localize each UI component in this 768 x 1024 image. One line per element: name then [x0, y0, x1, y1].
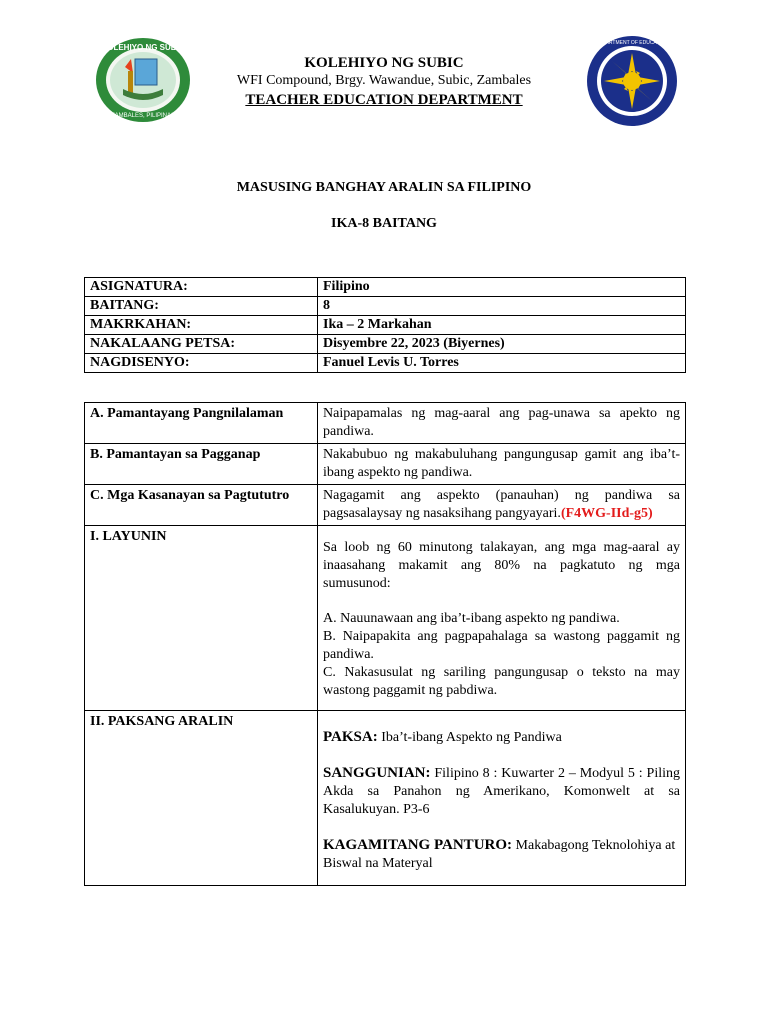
table-row — [85, 278, 686, 297]
paksa-value: Iba’t-ibang Aspekto ng Pandiwa — [377, 730, 562, 745]
sanggunian-key: SANGGUNIAN: — [323, 765, 431, 781]
layunin-item-b: B. Naipapakita ang pagpapahalaga sa wastong paggamit ng pandiwa. — [323, 629, 680, 662]
department-name: TEACHER EDUCATION DEPARTMENT — [245, 92, 523, 108]
info-table — [84, 277, 686, 373]
paksa-line — [323, 728, 680, 747]
table-row — [85, 711, 686, 886]
table-row — [85, 444, 686, 485]
info-label: BAITANG: — [85, 297, 318, 316]
kagamitan-value: Makabagong Teknolohiya at Biswal na Materyal — [323, 838, 676, 871]
info-label: NAKALAANG PETSA: — [85, 335, 318, 354]
sanggunian-line — [323, 764, 680, 819]
layunin-cell — [318, 526, 686, 711]
pamantayang-pangnilalaman-value: Naipapamalas ng mag-aaral ang pag-unawa sa apekto ng pandiwa. — [318, 403, 686, 444]
info-label: MAKRKAHAN: — [85, 316, 318, 335]
paksang-aralin-cell — [318, 711, 686, 886]
info-label: NAGDISENYO: — [85, 354, 318, 373]
info-value: Filipino — [318, 278, 686, 297]
layunin-label: I. LAYUNIN — [85, 526, 318, 711]
school-name: KOLEHIYO NG SUBIC — [304, 55, 464, 71]
layunin-item-c: C. Nakasusulat ng sariling pangungusap o teksto na may wastong paggamit ng pabdiwa. — [323, 665, 680, 698]
table-row — [85, 485, 686, 526]
table-row — [85, 354, 686, 373]
info-value: Disyembre 22, 2023 (Biyernes) — [318, 335, 686, 354]
lesson-plan-table — [84, 402, 686, 886]
kasanayan-cell — [318, 485, 686, 526]
kasanayan-value: Nagagamit ang aspekto (panauhan) ng pandiwa sa pagsasalaysay ng nasaksihang pangyayari. — [323, 488, 680, 521]
sanggunian-value: Filipino 8 : Kuwarter 2 – Modyul 5 : Piling Akda sa Panahon ng Amerikano, Komonwelt at sa Kasalukuyan. P3-6 — [323, 766, 680, 817]
kasanayan-label: C. Mga Kasanayan sa Pagtututro — [85, 485, 318, 526]
document-header — [0, 54, 768, 110]
logo-left-top-text: KOLEHIYO NG SUBIC — [101, 43, 185, 52]
table-row — [85, 297, 686, 316]
paksa-key: PAKSA: — [323, 729, 378, 745]
school-address: WFI Compound, Brgy. Wawandue, Subic, Zambales — [236, 73, 532, 88]
info-label: ASIGNATURA: — [85, 278, 318, 297]
competency-code: (F4WG-IId-g5) — [560, 506, 653, 521]
logo-right-text: DEPARTMENT OF EDUCATION — [595, 40, 669, 46]
document-title: MASUSING BANGHAY ARALIN SA FILIPINO — [236, 180, 532, 195]
info-value: Fanuel Levis U. Torres — [318, 354, 686, 373]
paksang-aralin-label: II. PAKSANG ARALIN — [85, 711, 318, 886]
grade-title: IKA-8 BAITANG — [331, 216, 437, 231]
layunin-intro: Sa loob ng 60 minutong talakayan, ang mga mag-aaral ay inaasahang makamit ang 80% na pagkatuto ng mga sumusunod: — [323, 540, 680, 591]
info-value: Ika – 2 Markahan — [318, 316, 686, 335]
info-value: 8 — [318, 297, 686, 316]
table-row — [85, 335, 686, 354]
logo-left-bottom-text: ZAMBALES, PILIPINAS — [110, 113, 176, 119]
kagamitan-key: KAGAMITANG PANTURO: — [323, 837, 513, 853]
table-row — [85, 316, 686, 335]
kagamitan-line — [323, 836, 680, 873]
table-row — [85, 526, 686, 711]
pamantayan-sa-pagganap-value: Nakabubuo ng makabuluhang pangungusap gamit ang iba’t-ibang aspekto ng pandiwa. — [318, 444, 686, 485]
table-row — [85, 403, 686, 444]
layunin-item-a: A. Nauunawaan ang iba’t-ibang aspekto ng pandiwa. — [323, 611, 620, 626]
pamantayang-pangnilalaman-label: A. Pamantayang Pangnilalaman — [85, 403, 318, 444]
pamantayan-sa-pagganap-label: B. Pamantayan sa Pagganap — [85, 444, 318, 485]
